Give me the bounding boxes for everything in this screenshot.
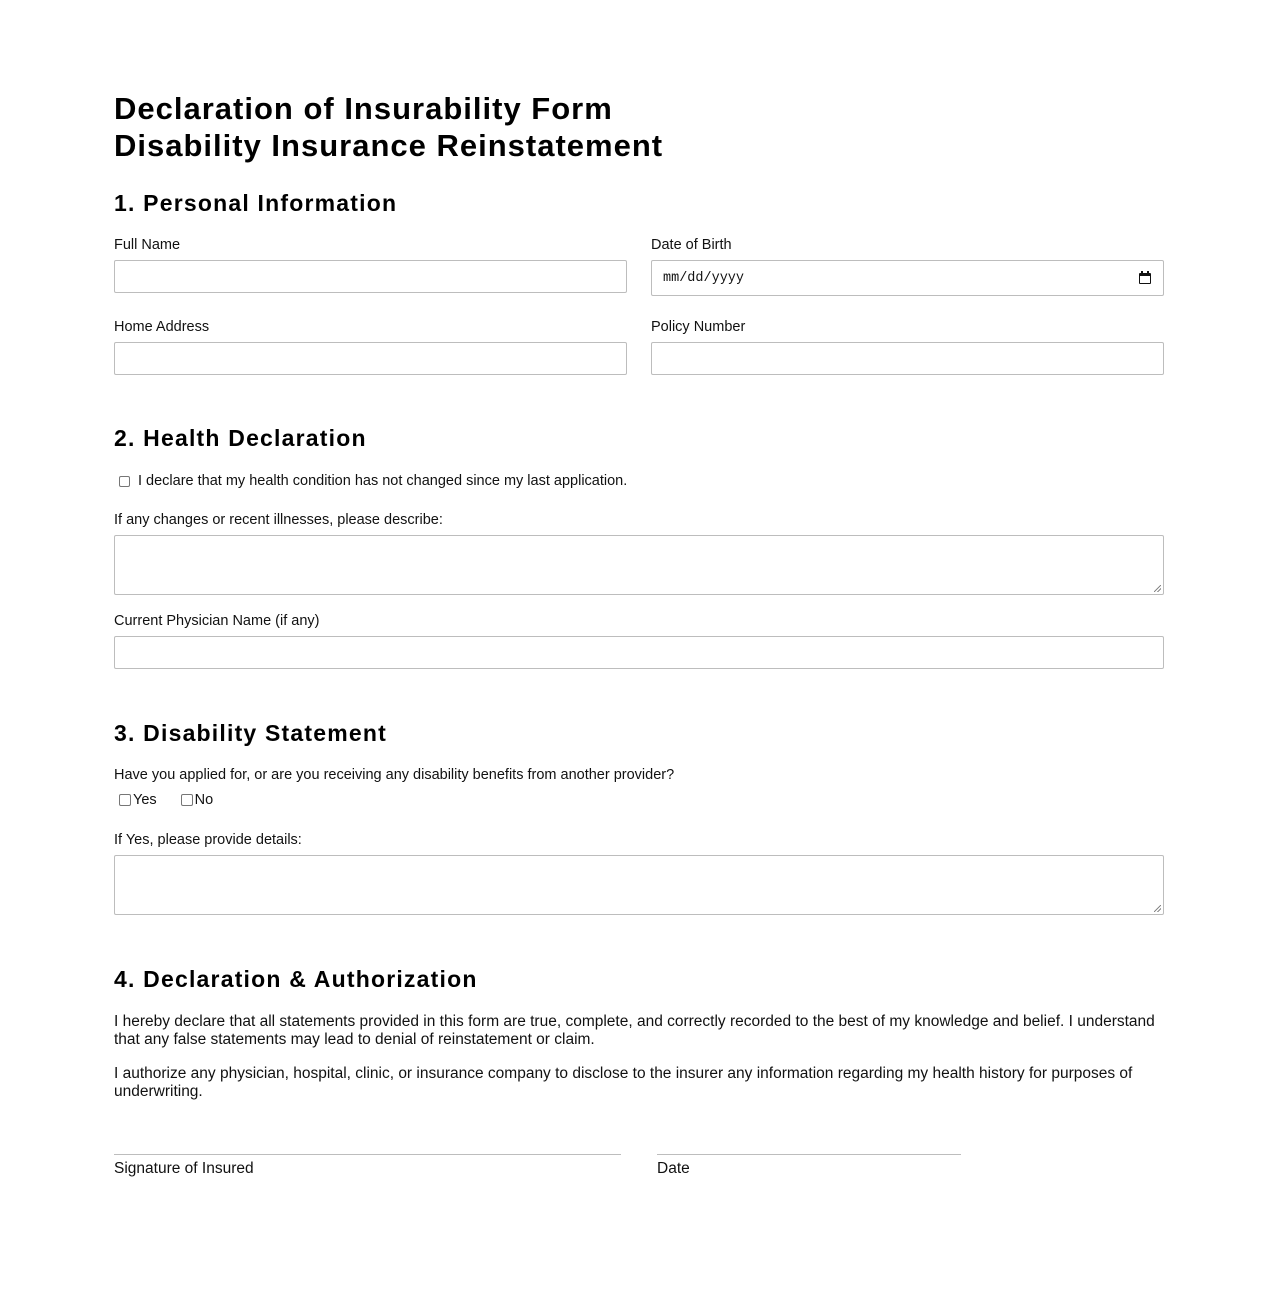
- policy-number-group: [651, 319, 1164, 375]
- home-address-group: [114, 319, 627, 375]
- policy-number-label: Policy Number: [651, 319, 746, 335]
- date-of-birth-label: Date of Birth: [651, 237, 732, 253]
- full-name-group: [114, 237, 627, 296]
- changes-label: If any changes or recent illnesses, please describe:: [114, 512, 443, 528]
- benefits-options: [114, 792, 1164, 808]
- signature-row: [114, 1154, 1164, 1178]
- title-line-2: Disability Insurance Reinstatement: [114, 128, 664, 163]
- policy-number-input[interactable]: [651, 342, 1164, 375]
- full-name-input[interactable]: [114, 260, 627, 293]
- details-textarea[interactable]: [114, 855, 1164, 915]
- no-change-checkbox[interactable]: [119, 476, 130, 487]
- declaration-paragraph: I hereby declare that all statements provided in this form are true, complete, and correctly recorded to the best of my knowledge and belief. I understand that any false statements may lead to denial of reinstatement or claim.: [114, 1013, 1155, 1048]
- yes-checkbox[interactable]: [119, 794, 131, 806]
- authorization-paragraph: I authorize any physician, hospital, clinic, or insurance company to disclose to the insurer any information regarding my health history for purposes of underwriting.: [114, 1065, 1133, 1100]
- signature-line[interactable]: [114, 1154, 621, 1178]
- yes-label: Yes: [133, 792, 157, 808]
- home-address-input[interactable]: [114, 342, 627, 375]
- no-checkbox[interactable]: [181, 794, 193, 806]
- details-label: If Yes, please provide details:: [114, 832, 302, 848]
- section-declaration-authorization: [114, 965, 1164, 1101]
- signature-label: Signature of Insured: [114, 1160, 254, 1177]
- home-address-label: Home Address: [114, 319, 210, 335]
- section-title: 4. Declaration & Authorization: [114, 966, 478, 992]
- form-page: [114, 0, 1164, 1178]
- resize-grip-icon[interactable]: [1154, 905, 1161, 912]
- changes-textarea[interactable]: [114, 535, 1164, 595]
- benefits-question: Have you applied for, or are you receiving any disability benefits from another provider?: [114, 767, 675, 783]
- date-line[interactable]: [657, 1154, 961, 1178]
- calendar-icon[interactable]: [1139, 273, 1151, 284]
- date-placeholder: mm/dd/yyyy: [663, 270, 745, 286]
- section-title: 3. Disability Statement: [114, 720, 388, 746]
- section-title: 1. Personal Information: [114, 190, 398, 216]
- resize-grip-icon[interactable]: [1154, 585, 1161, 592]
- no-change-checkbox-row: [114, 473, 1164, 489]
- full-name-label: Full Name: [114, 237, 181, 253]
- personal-row-1: [114, 237, 1164, 296]
- section-health-declaration: [114, 424, 1164, 669]
- section-title: 2. Health Declaration: [114, 425, 367, 451]
- section-personal-information: [114, 189, 1164, 375]
- physician-label: Current Physician Name (if any): [114, 613, 320, 629]
- date-label: Date: [657, 1160, 690, 1177]
- personal-row-2: [114, 319, 1164, 375]
- date-of-birth-input[interactable]: [651, 260, 1164, 296]
- page-title: [114, 90, 1164, 164]
- physician-input[interactable]: [114, 636, 1164, 669]
- title-line-1: Declaration of Insurability Form: [114, 91, 613, 126]
- no-label: No: [194, 792, 214, 808]
- no-change-checkbox-label: I declare that my health condition has not changed since my last application.: [138, 473, 628, 489]
- section-disability-statement: [114, 719, 1164, 915]
- date-of-birth-group: [651, 237, 1164, 296]
